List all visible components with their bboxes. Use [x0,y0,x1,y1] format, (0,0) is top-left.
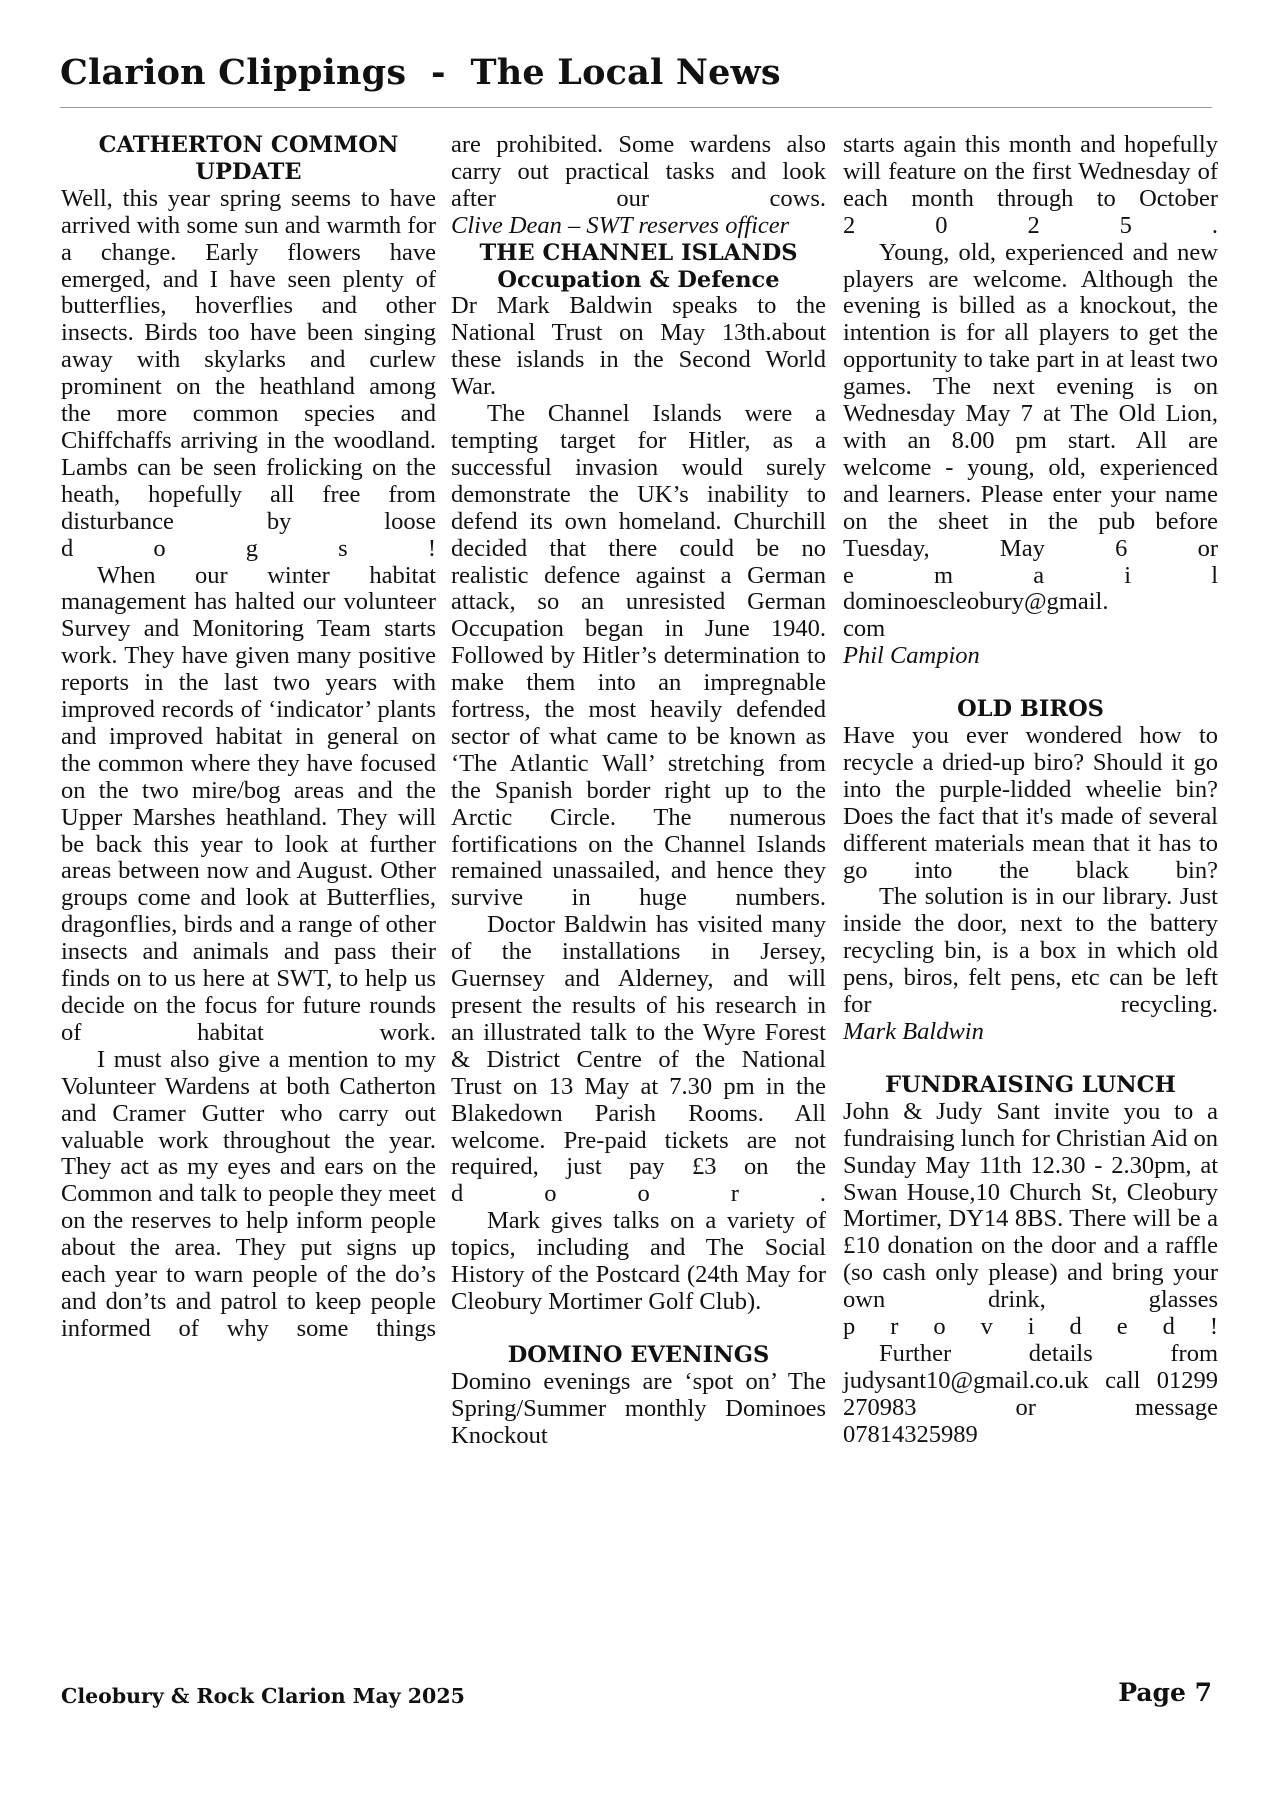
channel-paragraph-3-end: d o o r . [451,1180,826,1208]
biros-signature: Mark Baldwin [843,1018,984,1045]
catherton-paragraph-1-end: d o g s ! [61,534,436,562]
column-2 [451,132,826,1450]
channel-paragraph-3: Doctor Baldwin has visited many of the installations in Jersey, Guernsey and Alderney, and will present the results of his research in an illustrated talk to the Wyre Forest & District Centre of the National Trust on 13 May at 7.30 pm in the Blakedown Parish Rooms. All welcome. Pre-paid tickets are not required, just pay £3 on the [451,911,826,1181]
subheading-occupation: Occupation & Defence [497,266,780,293]
heading-domino-evenings: DOMINO EVENINGS [507,1341,770,1368]
heading-catherton-update: UPDATE [195,158,302,185]
masthead-title: Clarion Clippings - The Local News [60,52,781,93]
channel-paragraph-2: The Channel Islands were a tempting target for Hitler, as a successful invasion would surely demonstrate the UK’s inability to defend its own homeland. Churchill decided that there could be no realistic defence against a German attack, so an unresisted German Occupation began in June 1940. Followed by Hitler’s determination to make them into an impregnable fortress, the most heavily defended sector of what came to be known as ‘The Atlantic Wall’ stretching from the Spanish border right up to the Arctic Circle. The numerous fortifications on the Channel Islands remained unassailed, and hence they survive in huge numbers. [451,400,826,912]
heading-channel-islands: THE CHANNEL ISLANDS [479,239,798,266]
catherton-paragraph-2: When our winter habitat management has halted our volunteer Survey and Monitoring Team starts work. They have given many positive reports in the last two years with improved records of ‘indicator’ plants and improved habitat in general on the common where they have focused on the two mire/bog areas and the Upper Marshes heathland. They will be back this year to look at further areas between now and August. Other groups come and look at Butterflies, dragonflies, birds and a range of other insects and animals and pass their finds on to us here at SWT, to help us decide on the focus for future rounds of habitat work. [61,561,436,1046]
channel-paragraph-1: Dr Mark Baldwin speaks to the National Trust on May 13th.about these islands in the Second World War. [451,292,826,401]
domino-email-address-end: com [843,615,886,643]
lunch-paragraph-1-end: p r o v i d e d ! [843,1313,1218,1341]
domino-email-address: dominoescleobury@gmail. [843,588,1109,616]
domino-paragraph-2: Young, old, experienced and new players are welcome. Although the evening is billed as a knockout, the intention is for all players to get the opportunity to take part in at least two games. The next evening is on Wednesday May 7 at The Old Lion, with an 8.00 pm start. All are welcome - young, old, experienced and learners. Please enter your name on the sheet in the pub before Tuesday, May 6 or [843,238,1218,562]
footer-publication: Cleobury & Rock Clarion May 2025 [61,1684,465,1708]
heading-catherton: CATHERTON COMMON [98,132,399,158]
biros-paragraph-2: The solution is in our library. Just inside the door, next to the battery recycling bin, is a box in which old pens, biros, felt pens, etc can be left for recycling. [843,883,1218,1019]
domino-paragraph-1-cont: starts again this month and hopefully will feature on the first Wednesday of each month through to October [843,131,1218,212]
footer-page-number: Page 7 [1118,1678,1212,1707]
domino-paragraph-1-end: 2 0 2 5 . [843,211,1218,239]
catherton-paragraph-3-cont: are prohibited. Some wardens also carry out practical tasks and look after our cows. [451,131,826,212]
biros-paragraph-1: Have you ever wondered how to recycle a dried-up biro? Should it go into the purple-lidded wheelie bin? Does the fact that it's made of several different materials mean that it has to go into the black bin? [843,722,1218,884]
heading-fundraising-lunch: FUNDRAISING LUNCH [885,1071,1176,1098]
column-3 [843,132,1218,1449]
lunch-paragraph-1: John & Judy Sant invite you to a fundraising lunch for Christian Aid on Sunday May 11th 12.30 - 2.30pm, at Swan House,10 Church St, Cleobury Mortimer, DY14 8BS. There will be a £10 donation on the door and a raffle (so cash only please) and bring your own drink, glasses [843,1097,1218,1314]
heading-old-biros: OLD BIROS [957,696,1104,723]
lunch-paragraph-2-end: 07814325989 [843,1420,978,1448]
domino-paragraph-1: Domino evenings are ‘spot on’ The Spring/Summer monthly Dominoes Knockout [451,1367,826,1449]
lunch-paragraph-2: Further details from judysant10@gmail.co.uk call 01299 270983 or message [843,1339,1218,1421]
column-1 [61,132,436,1343]
catherton-signature: Clive Dean – SWT reserves officer [451,211,790,239]
catherton-paragraph-3: I must also give a mention to my Volunteer Wardens at both Catherton and Cramer Gutter who carry out valuable work throughout the year. They act as my eyes and ears on the Common and talk to people they meet on the reserves to help inform people about the area. They put signs up each year to warn people of the do’s and don’ts and patrol to keep people informed of why some things [61,1045,436,1342]
channel-paragraph-4: Mark gives talks on a variety of topics, including and The Social History of the Postcard (24th May for Cleobury Mortimer Golf Club). [451,1207,826,1315]
domino-email-word: e m a i l [843,561,1218,589]
masthead-rule [60,107,1212,108]
domino-signature: Phil Campion [843,642,980,670]
catherton-paragraph-1: Well, this year spring seems to have arrived with some sun and warmth for a change. Early flowers have emerged, and I have seen plenty of butterflies, hoverflies and other insects. Birds too have been singing away with skylarks and curlew prominent on the heathland among the more common species and Chiffchaffs arriving in the woodland. Lambs can be seen frolicking on the heath, hopefully all free from disturbance by loose [61,184,436,535]
